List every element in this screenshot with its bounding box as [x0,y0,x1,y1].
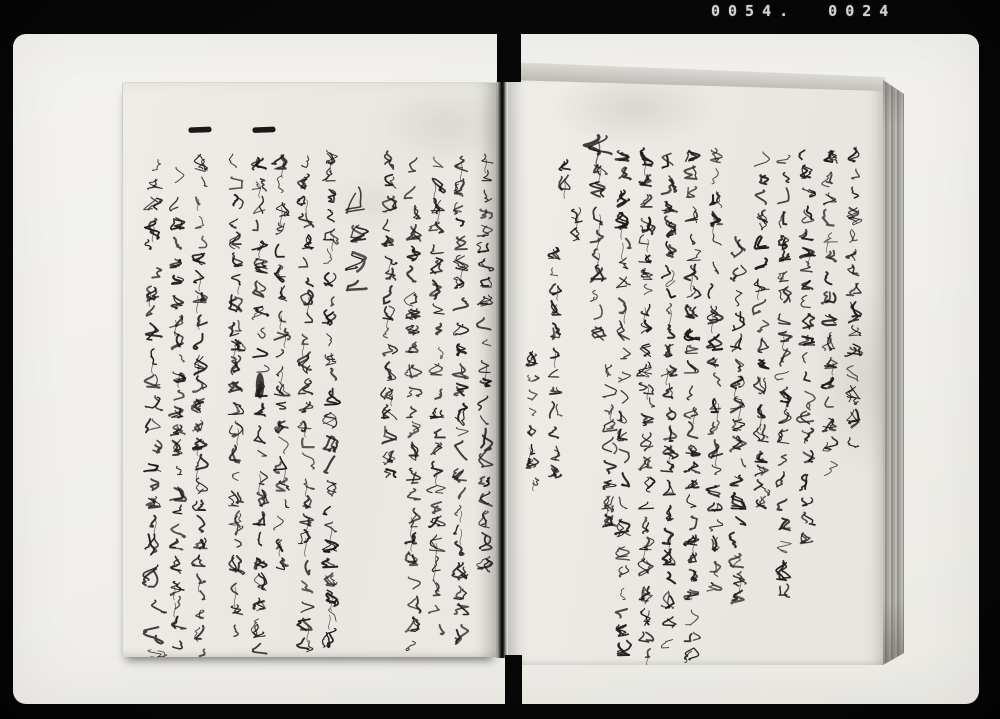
spine-notch-bottom [505,655,522,705]
text-column [637,148,655,665]
text-column [602,365,617,528]
text-column [192,154,208,656]
text-column [706,148,722,591]
text-column [143,268,167,657]
text-column [615,151,631,655]
text-column [775,155,792,597]
text-column [322,150,340,647]
text-column [229,154,246,636]
book-fore-edge [883,80,904,669]
text-column [526,352,539,491]
text-column [559,160,570,198]
frame-counter: 0054. 0024 [711,2,897,20]
text-column [822,151,838,475]
text-column [346,187,369,290]
item-dash-marker [188,127,211,133]
text-column [404,158,422,650]
handwritten-text-right [508,78,883,665]
text-column [452,157,468,644]
text-column [584,136,612,341]
text-column [144,160,163,250]
item-dash-marker [252,127,275,133]
text-column [684,150,701,662]
text-column [797,150,816,543]
text-column [381,151,398,477]
text-column [753,152,770,508]
handwritten-text-left [123,83,497,657]
text-column [729,237,746,603]
book-spine-gutter [496,80,508,658]
text-column [477,154,494,572]
text-column [427,157,445,634]
text-column [169,167,186,649]
text-column [272,155,290,570]
text-column [661,154,678,648]
text-column [548,248,562,478]
text-column [297,156,314,652]
spine-notch-top [497,33,521,82]
ink-blotch [256,373,264,399]
text-column [845,147,862,447]
text-column [571,208,582,241]
manuscript-page-left [122,82,497,657]
manuscript-page-right [508,78,883,665]
text-column [251,158,269,654]
